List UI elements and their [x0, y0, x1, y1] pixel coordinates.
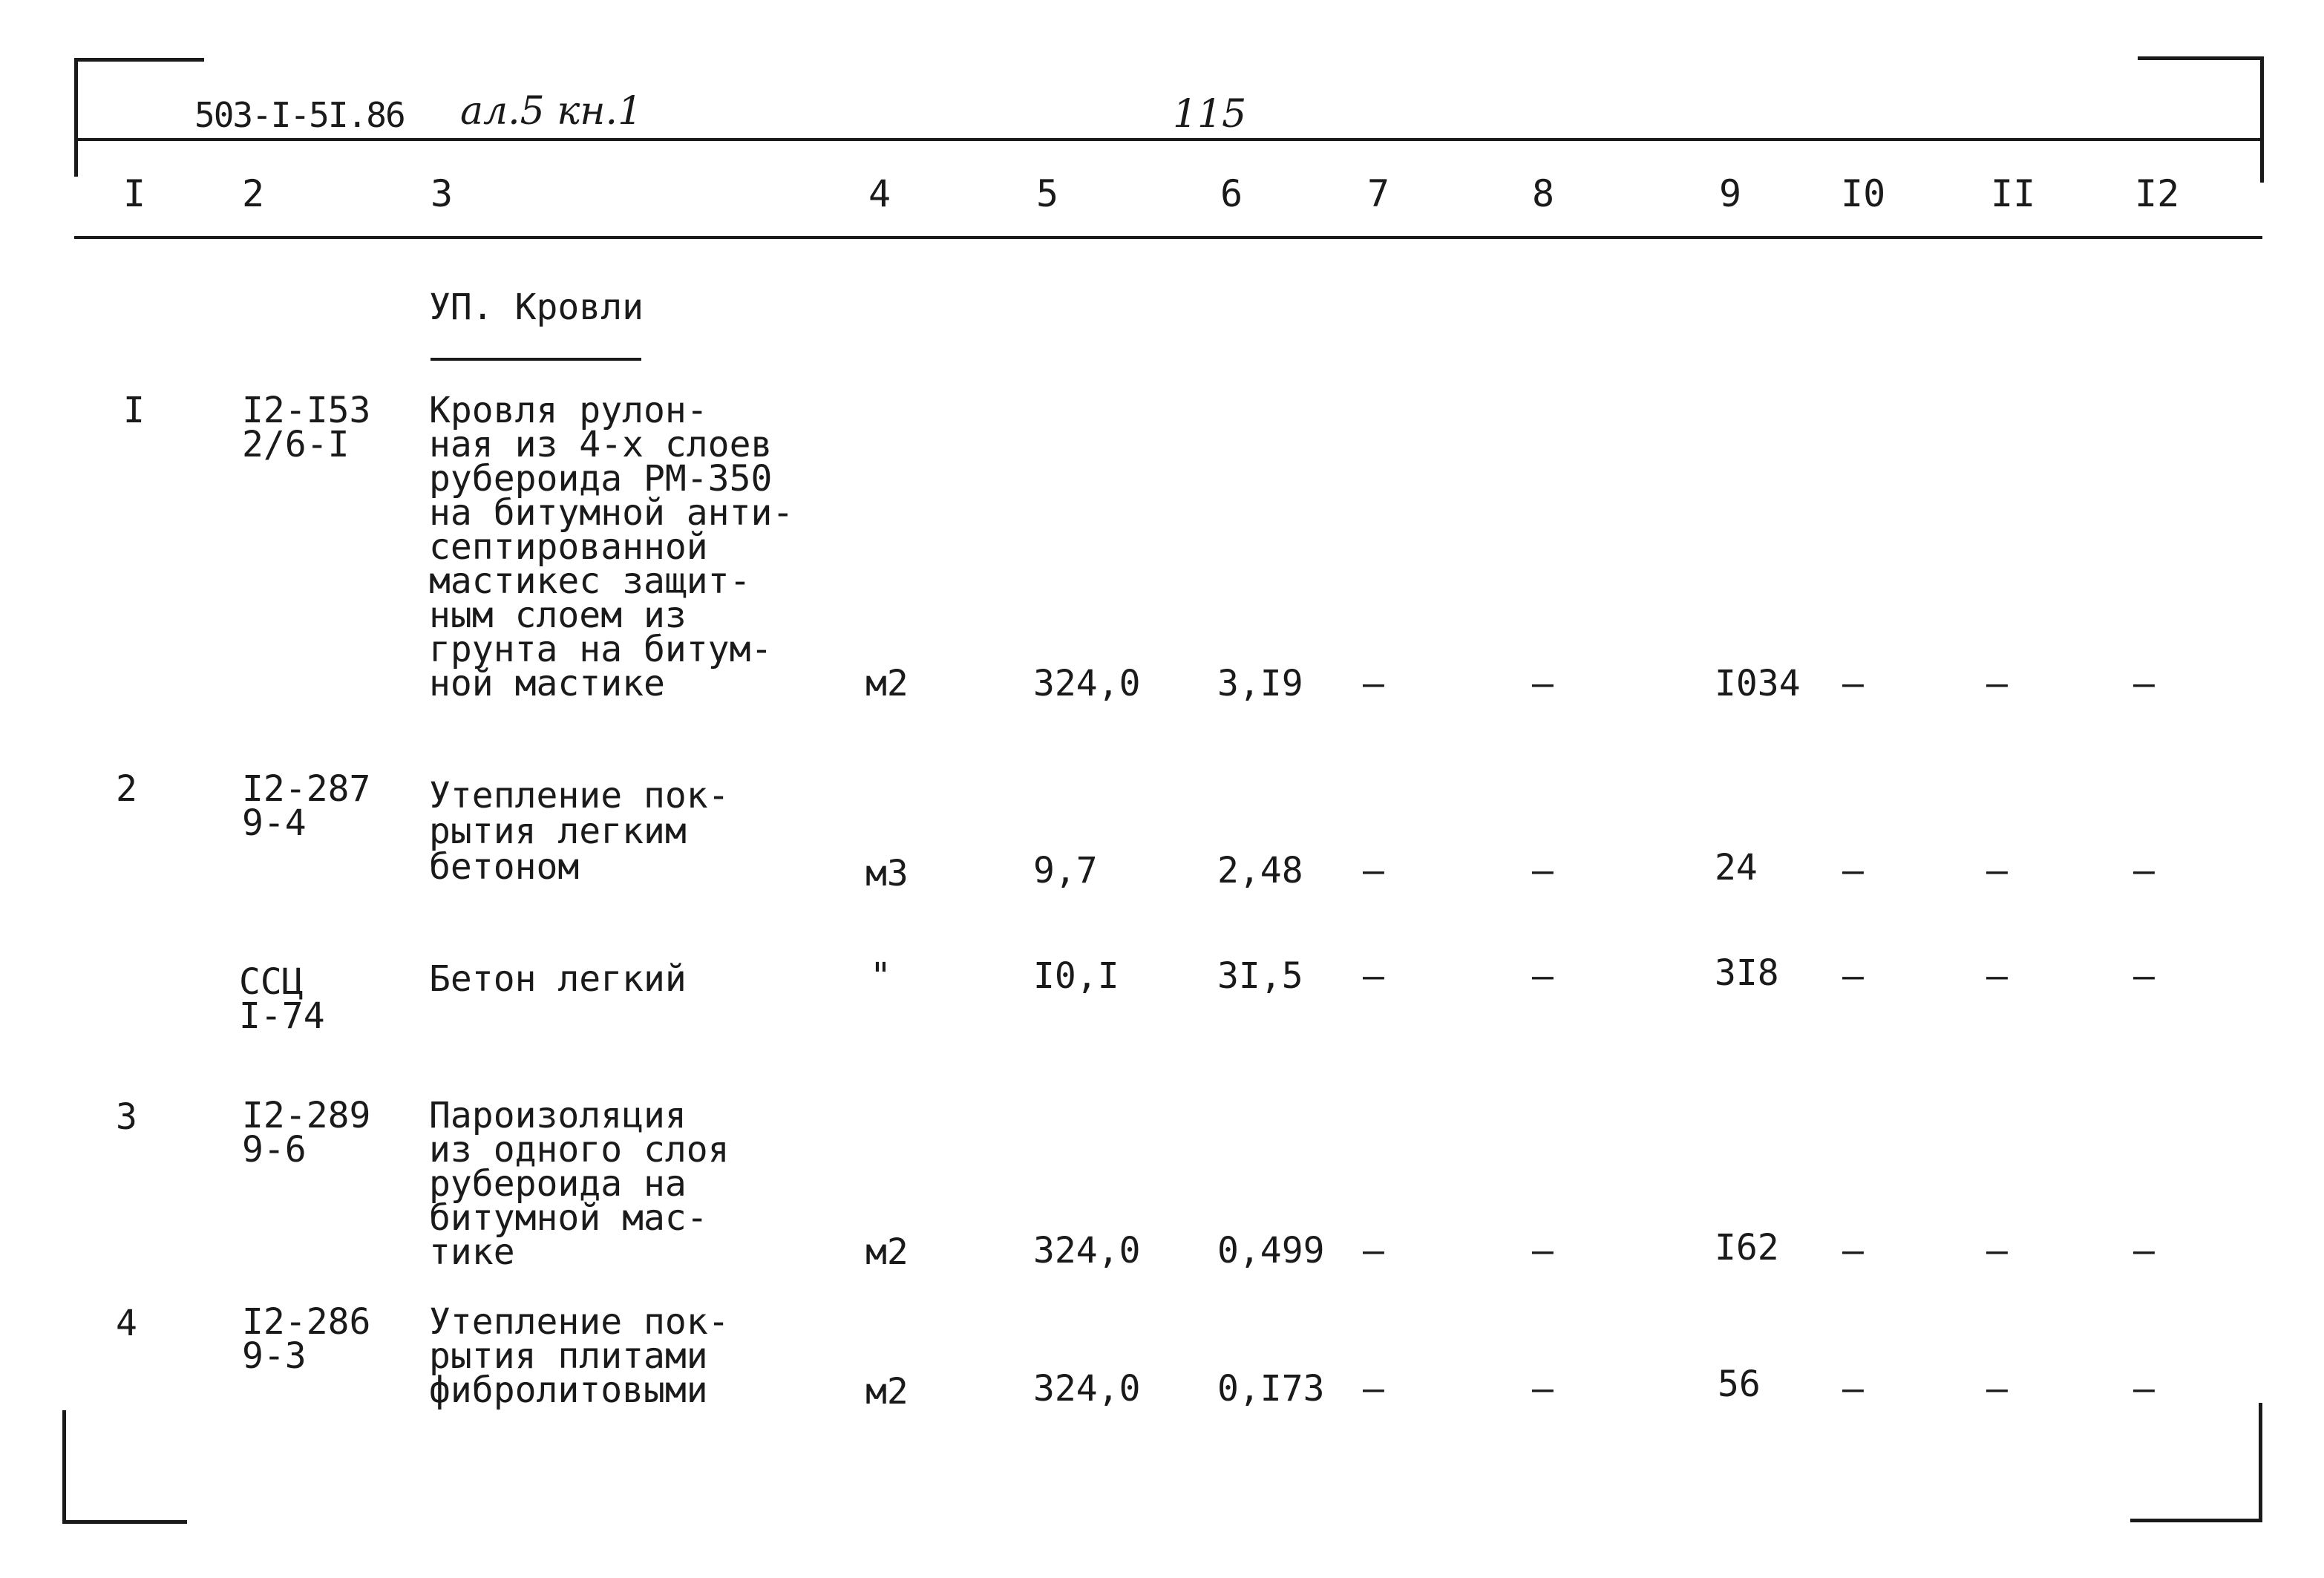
col10-value: –	[1842, 955, 1864, 997]
col12-value: –	[2133, 1230, 2155, 1271]
doc-code: 503-I-5I.86	[194, 95, 405, 135]
unit: м2	[865, 1231, 909, 1273]
col7-value: –	[1363, 1368, 1384, 1410]
col7-value: –	[1363, 1230, 1384, 1271]
col-header-4: 4	[868, 172, 891, 215]
col10-value: –	[1842, 850, 1864, 891]
section-underline	[431, 358, 641, 361]
col11-value: –	[1986, 955, 2008, 997]
unit-price: 3I,5	[1217, 955, 1303, 997]
unit-price: 0,499	[1217, 1230, 1325, 1271]
row-number: 2	[116, 768, 137, 810]
col7-value: –	[1363, 663, 1384, 704]
col10-value: –	[1842, 1230, 1864, 1271]
col11-value: –	[1986, 850, 2008, 891]
quantity: 324,0	[1033, 1230, 1141, 1271]
col-header-11: II	[1991, 172, 2036, 215]
quantity: I0,I	[1033, 955, 1119, 997]
unit: м3	[865, 853, 909, 894]
frame-top-right-mark	[2138, 56, 2264, 60]
frame-bottom-left-mark	[62, 1520, 187, 1524]
total-cost: 3I8	[1715, 952, 1779, 994]
col-header-6: 6	[1220, 172, 1243, 215]
row-number: 3	[116, 1096, 137, 1138]
frame-top-left-mark	[74, 58, 78, 177]
work-description: Утепление пок- рытия плитами фибролитовыми	[429, 1301, 730, 1411]
col12-value: –	[2133, 850, 2155, 891]
col-header-10: I0	[1841, 172, 1886, 215]
col7-value: –	[1363, 955, 1384, 997]
col10-value: –	[1842, 1368, 1864, 1410]
unit-price: 0,I73	[1217, 1368, 1325, 1410]
norm-code: I2-287 9-4	[242, 768, 371, 844]
work-description: Бетон легкий	[429, 958, 687, 1000]
col-header-1: I	[123, 172, 146, 215]
col12-value: –	[2133, 663, 2155, 704]
frame-bottom-right-mark	[2259, 1403, 2262, 1522]
quantity: 9,7	[1033, 850, 1098, 891]
col11-value: –	[1986, 1368, 2008, 1410]
work-description: Утепление пок- рытия легким бетоном	[429, 775, 730, 888]
total-cost: I034	[1715, 663, 1801, 704]
column-header-rule	[74, 236, 2262, 239]
frame-bottom-right-mark	[2130, 1519, 2262, 1522]
norm-code: I2-286 9-3	[242, 1301, 371, 1377]
col-header-12: I2	[2135, 172, 2180, 215]
col-header-2: 2	[242, 172, 265, 215]
unit: м2	[865, 1371, 909, 1412]
col12-value: –	[2133, 955, 2155, 997]
unit-price: 2,48	[1217, 850, 1303, 891]
col11-value: –	[1986, 663, 2008, 704]
col8-value: –	[1532, 1368, 1554, 1410]
col-header-9: 9	[1719, 172, 1742, 215]
col8-value: –	[1532, 663, 1554, 704]
section-title: УП. Кровли	[429, 287, 644, 328]
work-description: Пароизоляция из одного слоя рубероида на битумной мас- тике	[429, 1095, 730, 1273]
header-rule	[74, 138, 2262, 141]
col-header-3: 3	[431, 172, 454, 215]
norm-code: ССЦ I-74	[239, 961, 325, 1037]
col-header-7: 7	[1367, 172, 1390, 215]
work-description: Кровля рулон- ная из 4-х слоев рубероида РМ-350 на битумной анти- септированной мастикес защит- ным слоем из грунта на битум- ной мастике	[429, 390, 794, 704]
col-header-5: 5	[1036, 172, 1059, 215]
norm-code: I2-I53 2/6-I	[242, 390, 371, 465]
norm-code: I2-289 9-6	[242, 1095, 371, 1171]
unit: м2	[865, 663, 909, 704]
unit-price: 3,I9	[1217, 663, 1303, 704]
row-number: 4	[116, 1303, 137, 1344]
col10-value: –	[1842, 663, 1864, 704]
col8-value: –	[1532, 1230, 1554, 1271]
frame-top-left-mark	[74, 58, 204, 62]
frame-bottom-left-mark	[62, 1410, 66, 1523]
page-number: 115	[1173, 92, 1247, 137]
col12-value: –	[2133, 1368, 2155, 1410]
total-cost: 24	[1715, 847, 1758, 888]
total-cost: 56	[1718, 1363, 1761, 1405]
frame-top-right-mark	[2260, 56, 2264, 183]
col8-value: –	[1532, 955, 1554, 997]
quantity: 324,0	[1033, 1368, 1141, 1410]
col8-value: –	[1532, 850, 1554, 891]
col11-value: –	[1986, 1230, 2008, 1271]
album-note: ал.5 кн.1	[460, 89, 643, 134]
col7-value: –	[1363, 850, 1384, 891]
unit: "	[870, 955, 891, 997]
row-number: I	[123, 390, 145, 431]
total-cost: I62	[1715, 1227, 1779, 1268]
quantity: 324,0	[1033, 663, 1141, 704]
col-header-8: 8	[1532, 172, 1555, 215]
